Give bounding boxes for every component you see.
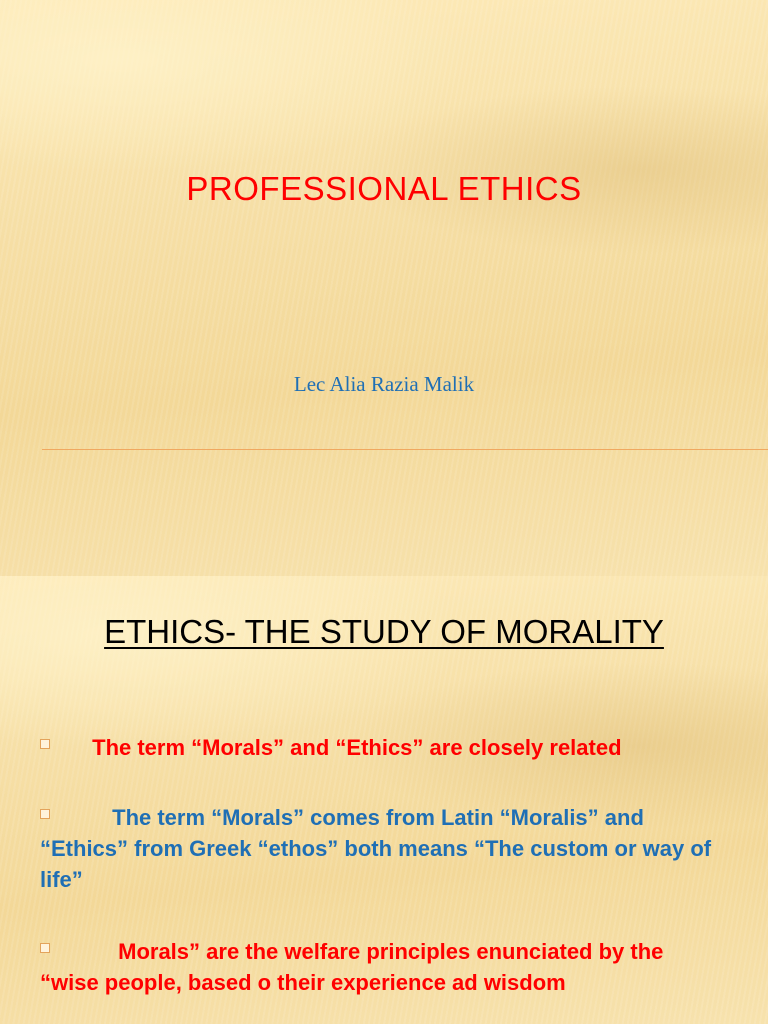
square-bullet-icon: [40, 739, 50, 749]
bullet-text: The term “Morals” and “Ethics” are closely related: [92, 735, 622, 760]
content-slide: [0, 576, 768, 1024]
bullet-text: The term “Morals” comes from Latin “Moralis” and “Ethics” from Greek “ethos” both means “The custom or way of life”: [40, 805, 712, 892]
bullet-item: [40, 802, 720, 895]
slide-heading: [0, 613, 768, 651]
slide-title: PROFESSIONAL ETHICS: [186, 170, 582, 207]
bullet-item: [40, 732, 720, 763]
divider-line: [42, 449, 768, 450]
bullet-text: Morals” are the welfare principles enunciated by the “wise people, based o their experience ad wisdom: [40, 939, 664, 995]
square-bullet-icon: [40, 809, 50, 819]
square-bullet-icon: [40, 943, 50, 953]
bullet-item: [40, 936, 720, 998]
slide-heading-text: ETHICS- THE STUDY OF MORALITY: [104, 613, 664, 650]
slide-subtitle: Lec Alia Razia Malik: [293, 372, 475, 396]
